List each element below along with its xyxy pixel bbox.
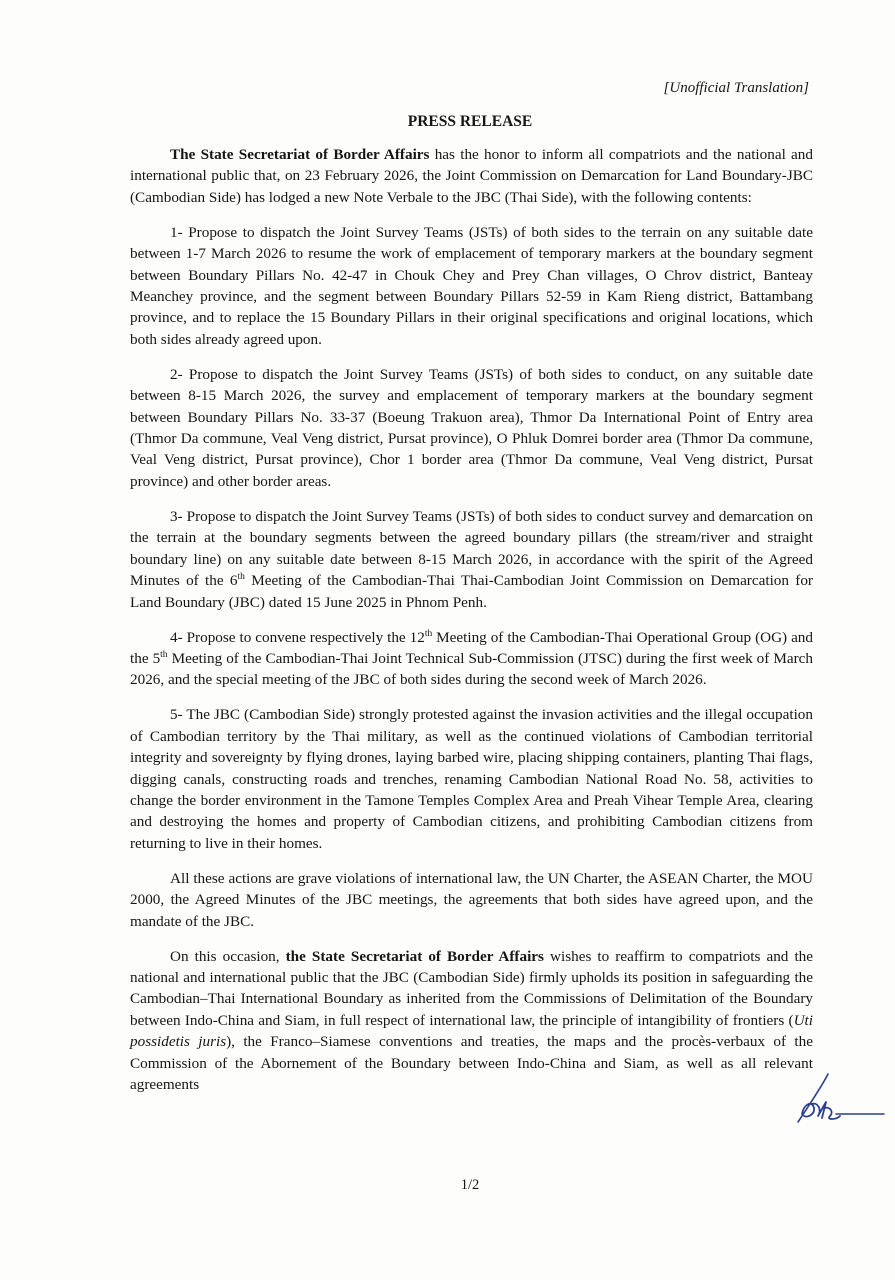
- item-5-paragraph: 5- The JBC (Cambodian Side) strongly protested against the invasion activities and the illegal occupation of Cambodian territory by the Thai military, as well as the continued violations of Cambodian territorial integrity and sovereignty by flying drones, laying barbed wire, placing shipping containers, planting Thai flags, digging canals, constructing roads and trenches, renaming Cambodian National Road No. 58, activities to change the border environment in the Tamone Temples Complex Area and Preah Vihear Temple Area, clearing and destroying the homes and property of Cambodian citizens, and prohibiting Cambodian citizens from returning to live in their homes.: [130, 706, 813, 852]
- item-3-paragraph: [130, 506, 813, 613]
- closing-paragraph: [130, 946, 813, 1096]
- latin-principle: Uti possidetis juris: [130, 1011, 813, 1051]
- closing-lead: On this occasion,: [170, 947, 286, 965]
- item-3-text-end: Meeting of the Cambodian-Thai Thai-Cambodian Joint Commission on Demarcation for Land Boundary (JBC) dated 15 June 2025 in Phnom Penh.: [130, 572, 813, 611]
- item-3-text-start: 3- Propose to dispatch the Joint Survey Teams (JSTs) of both sides to conduct survey and demarcation on the terrain at the boundary segments between the agreed boundary pillars (the stream/river and straight boundary line) on any suitable date between 8-15 March 2026, in accordance with the spirit of the Agreed Minutes of the 6: [130, 507, 813, 590]
- item-4-text-1: 4- Propose to convene respectively the 12: [170, 628, 425, 646]
- violations-paragraph: All these actions are grave violations of international law, the UN Charter, the ASEAN Charter, the MOU 2000, the Agreed Minutes of the JBC meetings, the agreements that both sides have agreed upon, and the mandate of the JBC.: [130, 869, 813, 930]
- item-2-paragraph: 2- Propose to dispatch the Joint Survey Teams (JSTs) of both sides to conduct, on any suitable date between 8-15 March 2026, the survey and emplacement of temporary markers at the boundary segment between Boundary Pillars No. 33-37 (Boeung Trakuon area), Thmor Da International Point of Entry area (Thmor Da commune, Veal Veng district, Pursat province), O Phluk Domrei border area (Thmor Da commune, Veal Veng district, Pursat province), Chor 1 border area (Thmor Da commune, Veal Veng district, Pursat province) and other border areas.: [130, 365, 813, 490]
- page-number: 1/2: [460, 1177, 480, 1193]
- initials-signature: [792, 1070, 887, 1130]
- item-1-paragraph: 1- Propose to dispatch the Joint Survey Teams (JSTs) of both sides to the terrain on any suitable date between 1-7 March 2026 to resume the work of emplacement of temporary markers at the boundary segment between Boundary Pillars No. 42-47 in Chouk Chey and Prey Chan villages, O Chrov district, Banteay Meanchey province, and the segment between Boundary Pillars 52-59 in Kam Rieng district, Battambang province, and to replace the 15 Boundary Pillars in their original specifications and original locations, which both sides already agreed upon.: [130, 223, 813, 348]
- item-4-ordinal-suffix-2: th: [160, 649, 168, 660]
- item-4-text-3: Meeting of the Cambodian-Thai Joint Technical Sub-Commission (JTSC) during the first week of March 2026, and the special meeting of the JBC of both sides during the second week of March 2026.: [130, 649, 813, 689]
- item-3-ordinal-suffix: th: [237, 572, 245, 583]
- unofficial-translation-note: [Unofficial Translation]: [663, 80, 809, 96]
- closing-text-1: wishes to reaffirm to compatriots and the national and international public that the JBC (Cambodian Side) firmly upholds its position in safeguarding the Cambodian–Thai International Boundary as inherited from the Commissions of Delimitation of the Boundary between Indo-China and Siam, in full respect of international law, the principle of intangibility of frontiers (: [130, 947, 813, 1029]
- document-body: [130, 144, 813, 1109]
- item-4-text-2: Meeting of the Cambodian-Thai Operational Group (OG) and the 5: [130, 628, 813, 667]
- intro-paragraph: [130, 144, 813, 208]
- press-release-title: PRESS RELEASE: [407, 113, 533, 130]
- intro-text: has the honor to inform all compatriots and the national and international public that, on 23 February 2026, the Joint Commission on Demarcation for Land Boundary-JBC (Cambodian Side) has lodged a new Note Verbale to the JBC (Thai Side), with the following contents:: [130, 146, 813, 206]
- closing-text-2: ), the Franco–Siamese conventions and treaties, the maps and the procès-verbaux of the Commission of the Abornement of the Boundary between Indo-China and Siam, as well as all relevant agreements: [130, 1033, 813, 1093]
- intro-org-name: The State Secretariat of Border Affairs: [170, 146, 430, 163]
- item-4-ordinal-suffix-1: th: [424, 628, 433, 639]
- item-4-paragraph: [130, 627, 813, 691]
- closing-org-name: the State Secretariat of Border Affairs: [285, 947, 544, 965]
